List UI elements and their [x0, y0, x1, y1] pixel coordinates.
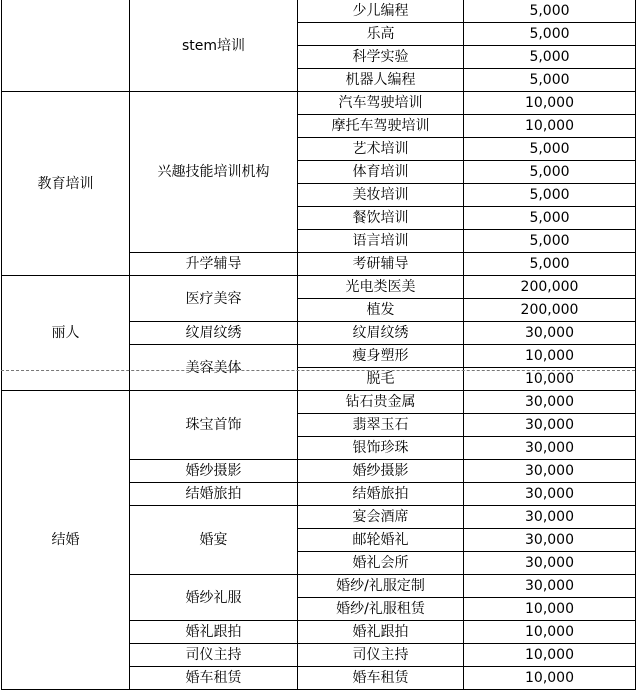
price-cell[interactable]: 5,000: [464, 138, 636, 161]
price-table: [1, 0, 636, 690]
price-cell[interactable]: 5,000: [464, 207, 636, 230]
price-cell[interactable]: 10,000: [464, 345, 636, 368]
price-cell[interactable]: 10,000: [464, 115, 636, 138]
item-cell[interactable]: 纹眉纹绣: [298, 322, 464, 345]
item-cell[interactable]: 宴会酒席: [298, 506, 464, 529]
price-cell[interactable]: 30,000: [464, 529, 636, 552]
item-cell[interactable]: 乐高: [298, 23, 464, 46]
price-cell[interactable]: 5,000: [464, 253, 636, 276]
price-cell[interactable]: 30,000: [464, 483, 636, 506]
item-cell[interactable]: 艺术培训: [298, 138, 464, 161]
category-cell[interactable]: 丽人: [2, 276, 130, 391]
price-cell[interactable]: 30,000: [464, 414, 636, 437]
item-cell[interactable]: 婚纱/礼服租赁: [298, 598, 464, 621]
price-cell[interactable]: 5,000: [464, 161, 636, 184]
item-cell[interactable]: 婚礼跟拍: [298, 621, 464, 644]
price-cell[interactable]: 30,000: [464, 391, 636, 414]
subcategory-cell[interactable]: stem培训: [130, 0, 298, 92]
item-cell[interactable]: 体育培训: [298, 161, 464, 184]
item-cell[interactable]: 脱毛: [298, 368, 464, 391]
item-cell[interactable]: 婚纱摄影: [298, 460, 464, 483]
item-cell[interactable]: 邮轮婚礼: [298, 529, 464, 552]
table-row: [2, 0, 636, 23]
item-cell[interactable]: 瘦身塑形: [298, 345, 464, 368]
price-cell[interactable]: 200,000: [464, 276, 636, 299]
price-cell[interactable]: 5,000: [464, 23, 636, 46]
subcategory-cell[interactable]: 婚车租赁: [130, 667, 298, 690]
item-cell[interactable]: 少儿编程: [298, 0, 464, 23]
price-cell[interactable]: 30,000: [464, 460, 636, 483]
price-cell[interactable]: 10,000: [464, 644, 636, 667]
item-cell[interactable]: 摩托车驾驶培训: [298, 115, 464, 138]
price-cell[interactable]: 30,000: [464, 506, 636, 529]
price-cell[interactable]: 5,000: [464, 0, 636, 23]
table-row: [2, 391, 636, 414]
price-cell[interactable]: 10,000: [464, 667, 636, 690]
item-cell[interactable]: 翡翠玉石: [298, 414, 464, 437]
table-row: [2, 92, 636, 115]
subcategory-cell[interactable]: 兴趣技能培训机构: [130, 92, 298, 253]
price-cell[interactable]: 10,000: [464, 598, 636, 621]
subcategory-cell[interactable]: 结婚旅拍: [130, 483, 298, 506]
item-cell[interactable]: 机器人编程: [298, 69, 464, 92]
item-cell[interactable]: 美妆培训: [298, 184, 464, 207]
price-cell[interactable]: 30,000: [464, 322, 636, 345]
item-cell[interactable]: 婚纱/礼服定制: [298, 575, 464, 598]
price-cell[interactable]: 5,000: [464, 46, 636, 69]
subcategory-cell[interactable]: 婚纱礼服: [130, 575, 298, 621]
item-cell[interactable]: 结婚旅拍: [298, 483, 464, 506]
subcategory-cell[interactable]: 婚礼跟拍: [130, 621, 298, 644]
price-cell[interactable]: 5,000: [464, 184, 636, 207]
item-cell[interactable]: 植发: [298, 299, 464, 322]
item-cell[interactable]: 考研辅导: [298, 253, 464, 276]
price-cell[interactable]: 5,000: [464, 69, 636, 92]
subcategory-cell[interactable]: 婚宴: [130, 506, 298, 575]
price-cell[interactable]: 10,000: [464, 92, 636, 115]
subcategory-cell[interactable]: 医疗美容: [130, 276, 298, 322]
subcategory-cell[interactable]: 婚纱摄影: [130, 460, 298, 483]
price-cell[interactable]: 10,000: [464, 368, 636, 391]
subcategory-cell[interactable]: 珠宝首饰: [130, 391, 298, 460]
price-cell[interactable]: 30,000: [464, 437, 636, 460]
table-row: [2, 276, 636, 299]
item-cell[interactable]: 银饰珍珠: [298, 437, 464, 460]
subcategory-cell[interactable]: 司仪主持: [130, 644, 298, 667]
subcategory-cell[interactable]: 升学辅导: [130, 253, 298, 276]
item-cell[interactable]: 钻石贵金属: [298, 391, 464, 414]
price-cell[interactable]: 200,000: [464, 299, 636, 322]
item-cell[interactable]: 餐饮培训: [298, 207, 464, 230]
item-cell[interactable]: 科学实验: [298, 46, 464, 69]
category-cell[interactable]: 教育培训: [2, 92, 130, 276]
item-cell[interactable]: 司仪主持: [298, 644, 464, 667]
price-cell[interactable]: 30,000: [464, 552, 636, 575]
item-cell[interactable]: 婚车租赁: [298, 667, 464, 690]
subcategory-cell[interactable]: 美容美体: [130, 345, 298, 391]
category-cell[interactable]: [2, 0, 130, 92]
subcategory-cell[interactable]: 纹眉纹绣: [130, 322, 298, 345]
category-cell[interactable]: 结婚: [2, 391, 130, 690]
price-cell[interactable]: 5,000: [464, 230, 636, 253]
item-cell[interactable]: 婚礼会所: [298, 552, 464, 575]
item-cell[interactable]: 汽车驾驶培训: [298, 92, 464, 115]
price-cell[interactable]: 10,000: [464, 621, 636, 644]
price-cell[interactable]: 30,000: [464, 575, 636, 598]
item-cell[interactable]: 光电类医美: [298, 276, 464, 299]
item-cell[interactable]: 语言培训: [298, 230, 464, 253]
